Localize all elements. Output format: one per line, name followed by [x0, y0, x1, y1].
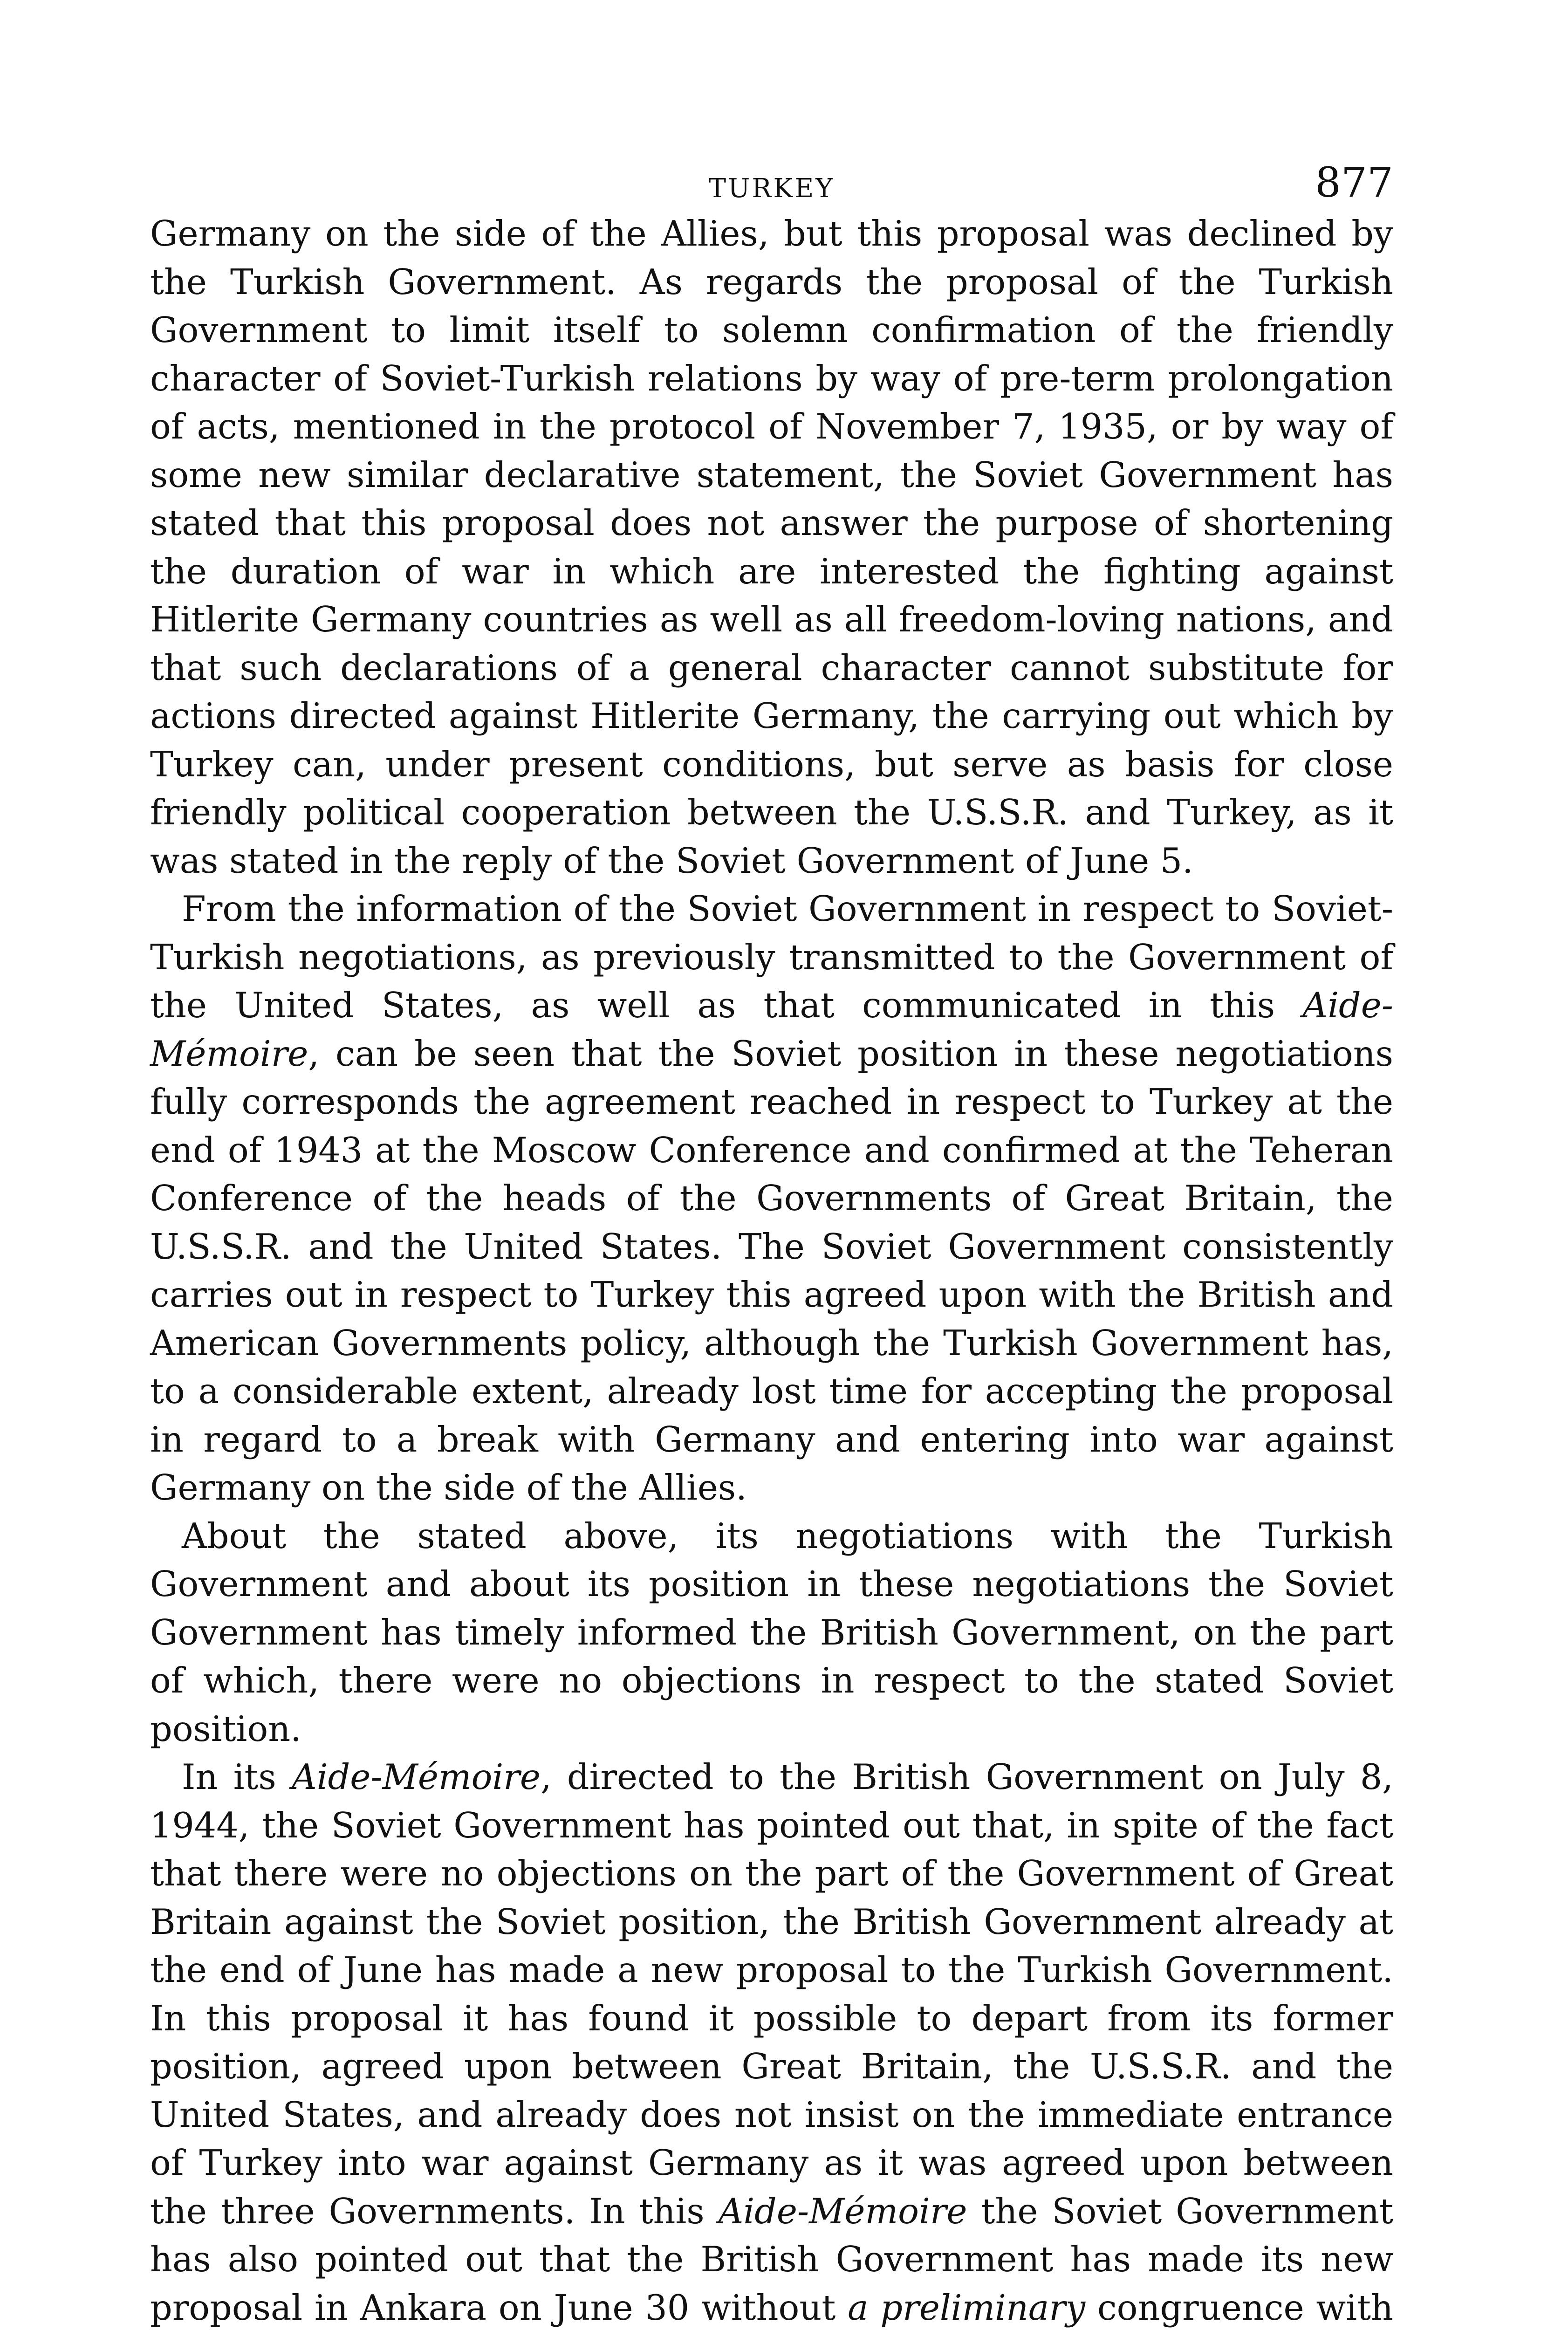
italic-text: Aide-Mémoire — [150, 985, 1393, 1074]
paragraph-text: , directed to the British Government on July 8, 1944, the Soviet Government has pointed out that, in spite of the fact that there were no objections on the part of the Government of Great Britain against the Soviet position, the British Government already at the end of June has made a new proposal to the Turkish Government. In this proposal it has found it possible to depart from its former position, agreed upon between Great Britain, the U.S.S.R. and the United States, and already does not insist on the immediate entrance of Turkey into war against Germany as it was agreed upon between the three Governments. In this — [150, 1757, 1393, 2232]
paragraph-2 — [150, 885, 1393, 1512]
paragraph-text: From the information of the Soviet Government in respect to Soviet-Turkish negotiations, as previously transmitted to the Government of the United States, as well as that communicated in this — [150, 889, 1393, 1026]
body-text — [150, 210, 1393, 2330]
paragraph-text: congruence with — [1097, 2287, 1393, 2328]
paragraph-4 — [150, 1753, 1393, 2330]
paragraph-text: Germany on the side of the Allies, but this proposal was declined by the Turkish Government. As regards the proposal of the Turkish Government to limit itself to solemn confirmation of the friendly character of Soviet-Turkish relations by way of pre-term prolongation of acts, mentioned in the protocol of November 7, 1935, or by way of some new similar declarative statement, the Soviet Government has stated that this proposal does not answer the purpose of shortening the duration of war in which are interested the fighting against Hitlerite Germany countries as well as all freedom-loving nations, and that such declarations of a general character cannot substitute for actions directed against Hitlerite Germany, the carrying out which by Turkey can, under present conditions, but serve as basis for close friendly political cooperation between the U.S.S.R. and Turkey, as it was stated in the reply of the Soviet Government of June 5. — [150, 213, 1393, 881]
italic-text: Aide-Mémoire — [291, 1757, 541, 1797]
paragraph-text: In its — [182, 1757, 292, 1797]
italic-text: a preliminary — [848, 2287, 1086, 2328]
paragraph-text: the Soviet Government has also pointed out that the British Government has made its new proposal in Ankara on June 30 without — [150, 2191, 1393, 2328]
paragraph-1 — [150, 210, 1393, 885]
paragraph-text: About the stated above, its negotiations with the Turkish Government and about its position in these negotiations the Soviet Government has timely informed the British Government, on the part of which, there were no objections in respect to the stated Soviet position. — [150, 1515, 1393, 1749]
paragraph-text: , can be seen that the Soviet position in these negotiations fully corresponds the agreement reached in respect to Turkey at the end of 1943 at the Moscow Conference and confirmed at the Teheran Conference of the heads of the Governments of Great Britain, the U.S.S.R. and the United States. The Soviet Government consistently carries out in respect to Turkey this agreed upon with the British and American Governments policy, although the Turkish Government has, to a considerable extent, already lost time for accepting the proposal in regard to a break with Germany and entering into war against Germany on the side of the Allies. — [150, 1033, 1393, 1508]
running-title: TURKEY — [708, 173, 835, 204]
document-page — [150, 140, 1393, 2330]
paragraph-3 — [150, 1512, 1393, 1754]
running-head — [150, 140, 1393, 210]
italic-text: Aide-Mémoire — [718, 2191, 967, 2232]
page-number: 877 — [1315, 158, 1393, 206]
